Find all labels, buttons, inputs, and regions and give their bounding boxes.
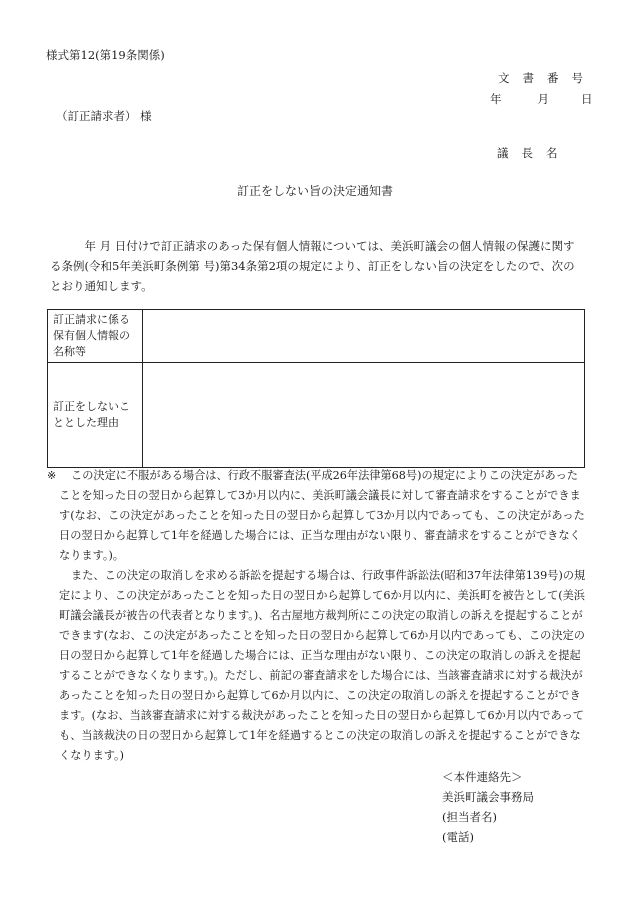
contact-phone: (電話) — [442, 830, 474, 844]
note-paragraph-lawsuit: また、この決定の取消しを求める訴訟を提起する場合は、行政事件訴訟法(昭和37年法律第139号)の規定により、この決定があったことを知った日の翌日から起算して6か月以内に、美浜町を被告として(美浜町議会議長が被告の代表者となります。)、名古屋地方裁判所にこの決定の取消しの訴えを提起することができます(なお、この決定があったことを知った日の翌日から起算して6か月以内であっても、この決定の日の翌日から起算して1年を経過した場合には、正当な理由がない限り、この決定の取消しの訴えを提起することができなくなります。)。ただし、前記の審査請求をした場合には、当該審査請求に対する裁決があったことを知った日の翌日から起算して6か月以内に、この決定の取消しの訴えを提起することができます。(なお、当該審査請求に対する裁決があったことを知った日の翌日から起算して6か月以内であっても、当該裁決の日の翌日から起算して1年を経過するとこの決定の取消しの訴えを提起することができなくなります。) — [59, 569, 586, 762]
contact-block — [442, 767, 534, 847]
date-day: 日 — [581, 92, 593, 106]
form-number: 様式第12(第19条関係) — [46, 48, 165, 62]
addressee: （訂正請求者） 様 — [56, 109, 152, 123]
body-indent — [50, 239, 85, 253]
info-table — [47, 309, 585, 468]
row-label: 訂正をしないこととした理由 — [48, 363, 143, 468]
date-line — [490, 91, 593, 107]
contact-heading: ＜本件連絡先＞ — [442, 770, 523, 784]
body-text: 年 月 日付けで訂正請求のあった保有個人情報については、美浜町議会の個人情報の保護に関する条例(令和5年美浜町条例第 号)第34条第2項の規定により、訂正をしない旨の決定をしたので、次のとおり通知します。 — [50, 239, 575, 293]
document-title: 訂正をしない旨の決定通知書 — [236, 184, 393, 198]
date-month: 月 — [537, 92, 549, 106]
row-label: 訂正請求に係る保有個人情報の名称等 — [48, 310, 143, 363]
document-number: 文書番号 — [498, 71, 596, 85]
date-year: 年 — [490, 92, 502, 106]
note-mark: ※ — [47, 469, 57, 482]
table-row — [48, 310, 585, 363]
contact-person: (担当者名) — [442, 810, 497, 824]
row-value — [143, 363, 585, 468]
contact-office: 美浜町議会事務局 — [442, 790, 534, 804]
notes — [47, 466, 587, 766]
row-value — [143, 310, 585, 363]
note-paragraph-appeal: この決定に不服がある場合は、行政不服審査法(平成26年法律第68号)の規定によりこの決定があったことを知った日の翌日から起算して3か月以内に、美浜町議会議長に対して審査請求をすることができます(なお、この決定があったことを知った日の翌日から起算して3か月以内であっても、この決定があった日の翌日から起算して1年を経過した場合には、正当な理由がない限り、審査請求をすることができなくなります。)。 — [59, 469, 585, 562]
chairperson-name: 議長名 — [497, 146, 571, 160]
table-row — [48, 363, 585, 468]
body-paragraph — [50, 236, 580, 296]
